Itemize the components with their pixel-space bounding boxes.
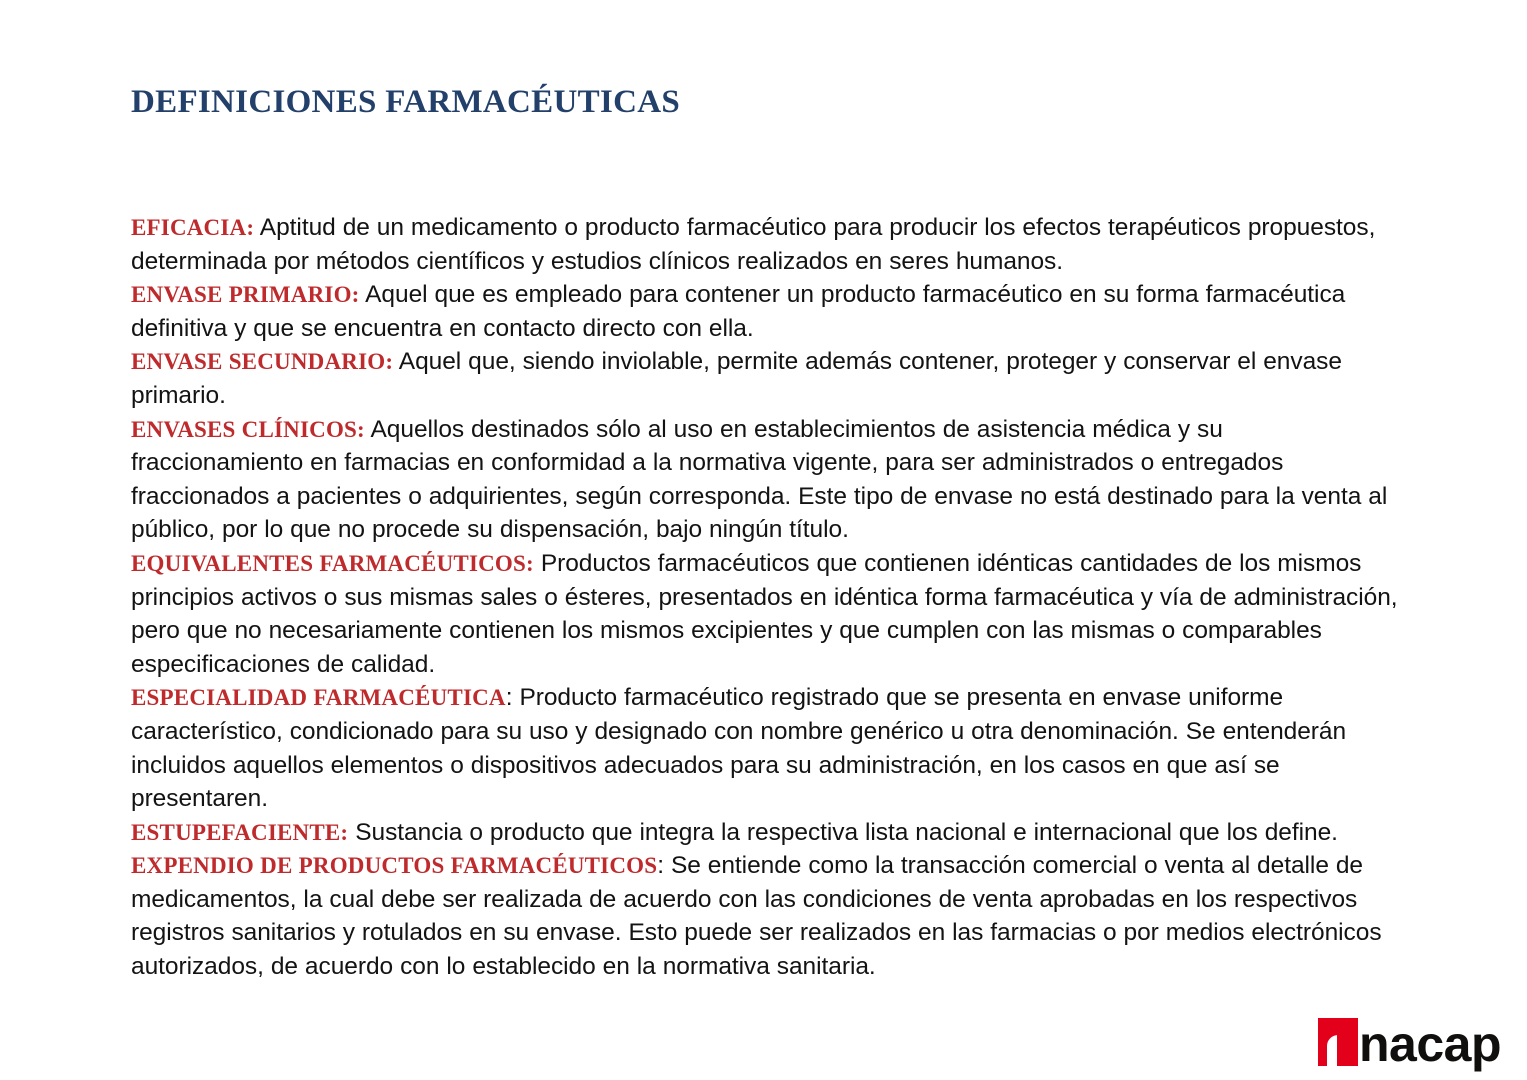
definition-term: ENVASE SECUNDARIO: (131, 349, 394, 375)
definition-text: Aquel que, siendo inviolable, permite además contener, proteger y conservar el envase primario. (131, 348, 1342, 409)
definition-text: Aquel que es empleado para contener un producto farmacéutico en su forma farmacéutica definitiva y que se encuentra en contacto directo con ella. (131, 281, 1346, 342)
definition-paragraph (131, 211, 1399, 278)
inacap-wordmark: nacap (1359, 1016, 1502, 1072)
definition-text: Sustancia o producto que integra la respectiva lista nacional e internacional que los define. (348, 818, 1338, 846)
definition-term: ENVASES CLÍNICOS: (131, 416, 365, 442)
definitions-list (131, 211, 1399, 984)
definition-text: Productos farmacéuticos que contienen idénticas cantidades de los mismos principios activos o sus mismas sales o ésteres, presentados en idéntica forma farmacéutica y vía de administración, pero que no necesariamente contienen los mismos excipientes y que cumplen con las mismas o comparables especificaciones de calidad. (131, 549, 1398, 678)
definition-term: ESPECIALIDAD FARMACÉUTICA (131, 685, 506, 711)
definition-paragraph (131, 681, 1399, 815)
definition-term-colon: : (657, 852, 664, 880)
definition-paragraph (131, 413, 1399, 547)
definition-term: ESTUPEFACIENTE: (131, 819, 349, 845)
definition-text: Aquellos destinados sólo al uso en establecimientos de asistencia médica y su fraccionamiento en farmacias en conformidad a la normativa vigente, para ser administrados o entregados fraccionados a pacientes o adquirientes, según corresponda. Este tipo de envase no está destinado para la venta al público, por lo que no procede su dispensación, bajo ningún título. (131, 415, 1388, 544)
definition-text: Producto farmacéutico registrado que se presenta en envase uniforme característico, condicionado para su uso y designado con nombre genérico u otra denominación. Se entenderán incluidos aquellos elementos o dispositivos adecuados para su administración, en los casos en que así se presentaren. (131, 684, 1347, 813)
definition-paragraph (131, 345, 1399, 412)
definition-term: ENVASE PRIMARIO: (131, 282, 360, 308)
definition-paragraph (131, 278, 1399, 345)
inacap-logo (1318, 1010, 1502, 1072)
definition-term: EXPENDIO DE PRODUCTOS FARMACÉUTICOS (131, 853, 658, 879)
definition-paragraph (131, 849, 1399, 983)
definition-term: EQUIVALENTES FARMACÉUTICOS: (131, 550, 534, 576)
definition-text: Se entiende como la transacción comercial o venta al detalle de medicamentos, la cual debe ser realizada de acuerdo con las condiciones de venta aprobadas en los respectivos registros sanitarios y rotulados en su envase. Esto puede ser realizados en las farmacias o por medios electrónicos autorizados, de acuerdo con lo establecido en la normativa sanitaria. (131, 852, 1382, 981)
definition-paragraph (131, 816, 1399, 850)
definition-paragraph (131, 547, 1399, 681)
inacap-mark-icon (1318, 1018, 1358, 1066)
page-title: DEFINICIONES FARMACÉUTICAS (131, 84, 680, 121)
definition-term-colon: : (505, 684, 513, 712)
definition-text: Aptitud de un medicamento o producto farmacéutico para producir los efectos terapéuticos propuestos, determinada por métodos científicos y estudios clínicos realizados en seres humanos. (131, 214, 1376, 275)
definition-term: EFICACIA: (131, 215, 255, 240)
